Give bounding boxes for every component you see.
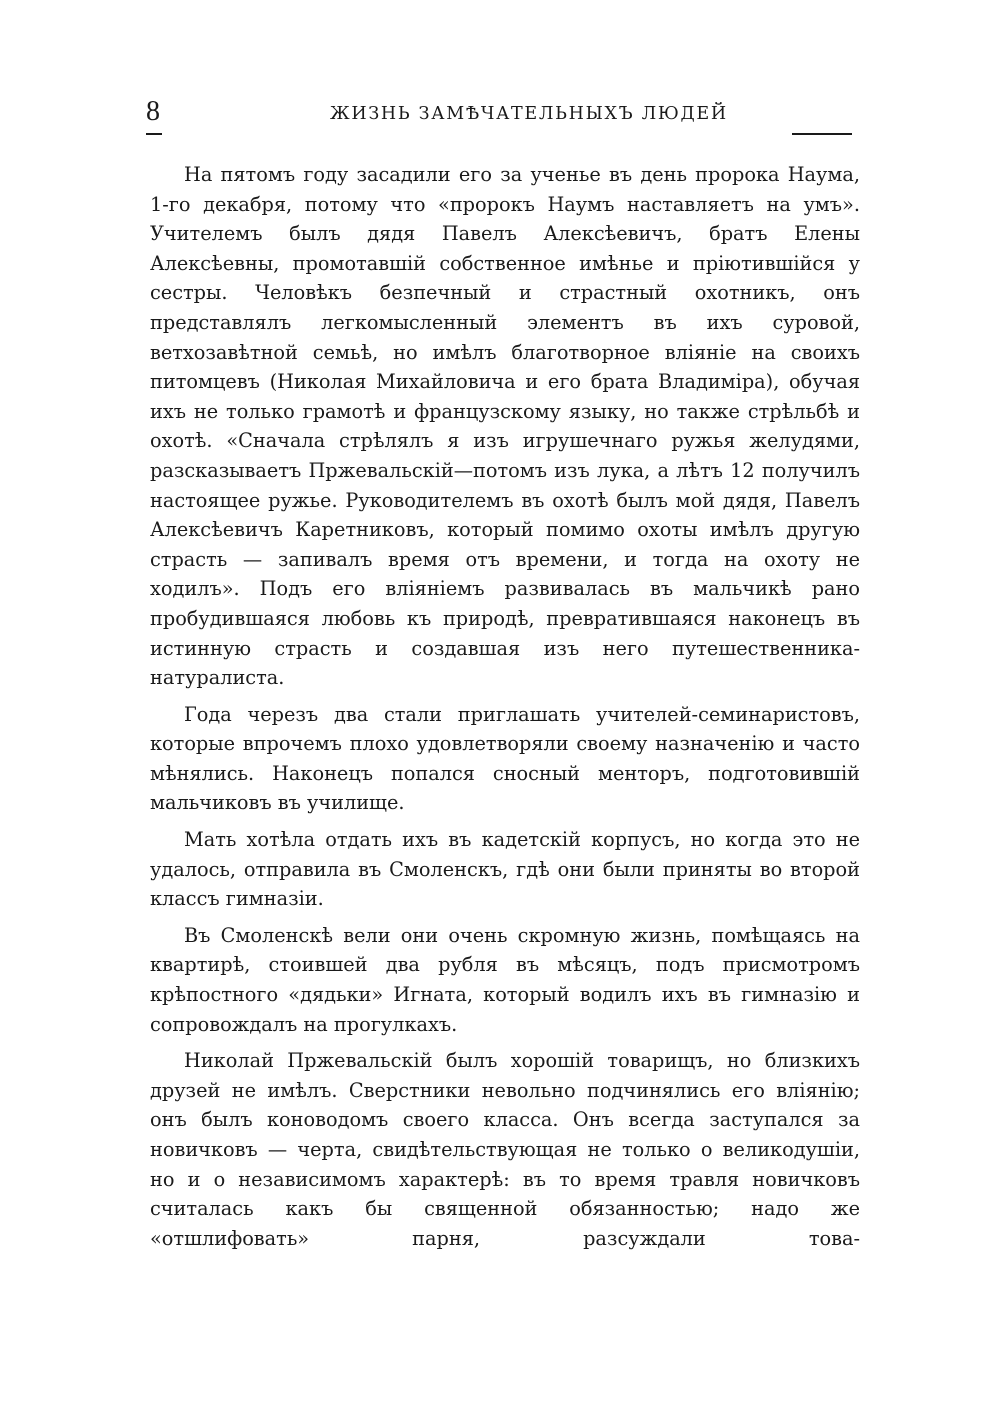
running-title: ЖИЗНЬ ЗАМѢЧАТЕЛЬНЫХЪ ЛЮДЕЙ (330, 104, 728, 124)
header-rule-left (146, 133, 162, 135)
paragraph: Года черезъ два стали приглашать учителей-семинаристовъ, которые впрочемъ плохо удовлетворяли своему назначенію и часто мѣнялись. Наконецъ попался сносный менторъ, подготовившій мальчиковъ въ училище. (150, 702, 860, 815)
paragraph: Въ Смоленскѣ вели они очень скромную жизнь, помѣщаясь на квартирѣ, стоившей два рубля въ мѣсяцъ, подъ присмотромъ крѣпостного «дядьки» Игната, который водилъ ихъ въ гимназію и сопровождалъ на прогулкахъ. (150, 923, 860, 1036)
paragraph: Николай Пржевальскій былъ хорошій товарищъ, но близкихъ друзей не имѣлъ. Сверстники невольно подчинялись его вліянію; онъ былъ коноводомъ своего класса. Онъ всегда заступался за новичковъ — черта, свидѣтельствующая не только о великодушіи, но и о независимомъ характерѣ: въ то время травля новичковъ считалась какъ бы священной обязанностью; надо же «отшлифовать» парня, разсуждали това- (150, 1049, 860, 1250)
paragraph: Мать хотѣла отдать ихъ въ кадетскій корпусъ, но когда это не удалось, отправила въ Смоленскъ, гдѣ они были приняты во второй классъ гимназіи. (150, 828, 860, 911)
header-rule-right (792, 133, 852, 135)
body-text (150, 160, 860, 1260)
page-number: 8 (146, 96, 160, 127)
paragraph: На пятомъ году засадили его за ученье въ день пророка Наума, 1-го декабря, потому что «пророкъ Наумъ наставляетъ на умъ». Учителемъ былъ дядя Павелъ Алексѣевичъ, братъ Елены Алексѣевны, промотавшій собственное имѣнье и пріютившійся у сестры. Человѣкъ безпечный и страстный охотникъ, онъ представлялъ легкомысленный элементъ въ ихъ суровой, ветхозавѣтной семьѣ, но имѣлъ благотворное вліяніе на своихъ питомцевъ (Николая Михайловича и его брата Владиміра), обучая ихъ не только грамотѣ и французскому языку, но также стрѣльбѣ и охотѣ. «Сначала стрѣлялъ я изъ игрушечнаго ружья желудями, разсказываетъ Пржевальскій—потомъ изъ лука, а лѣтъ 12 получилъ настоящее ружье. Руководителемъ въ охотѣ былъ мой дядя, Павелъ Алексѣевичъ Каретниковъ, который помимо охоты имѣлъ другую страсть — запивалъ время отъ времени, и тогда на охоту не ходилъ». Подъ его вліяніемъ развивалась въ мальчикѣ рано пробудившаяся любовь къ природѣ, превратившаяся наконецъ въ истинную страсть и создавшая изъ него путешественника-натуралиста. (150, 163, 860, 690)
